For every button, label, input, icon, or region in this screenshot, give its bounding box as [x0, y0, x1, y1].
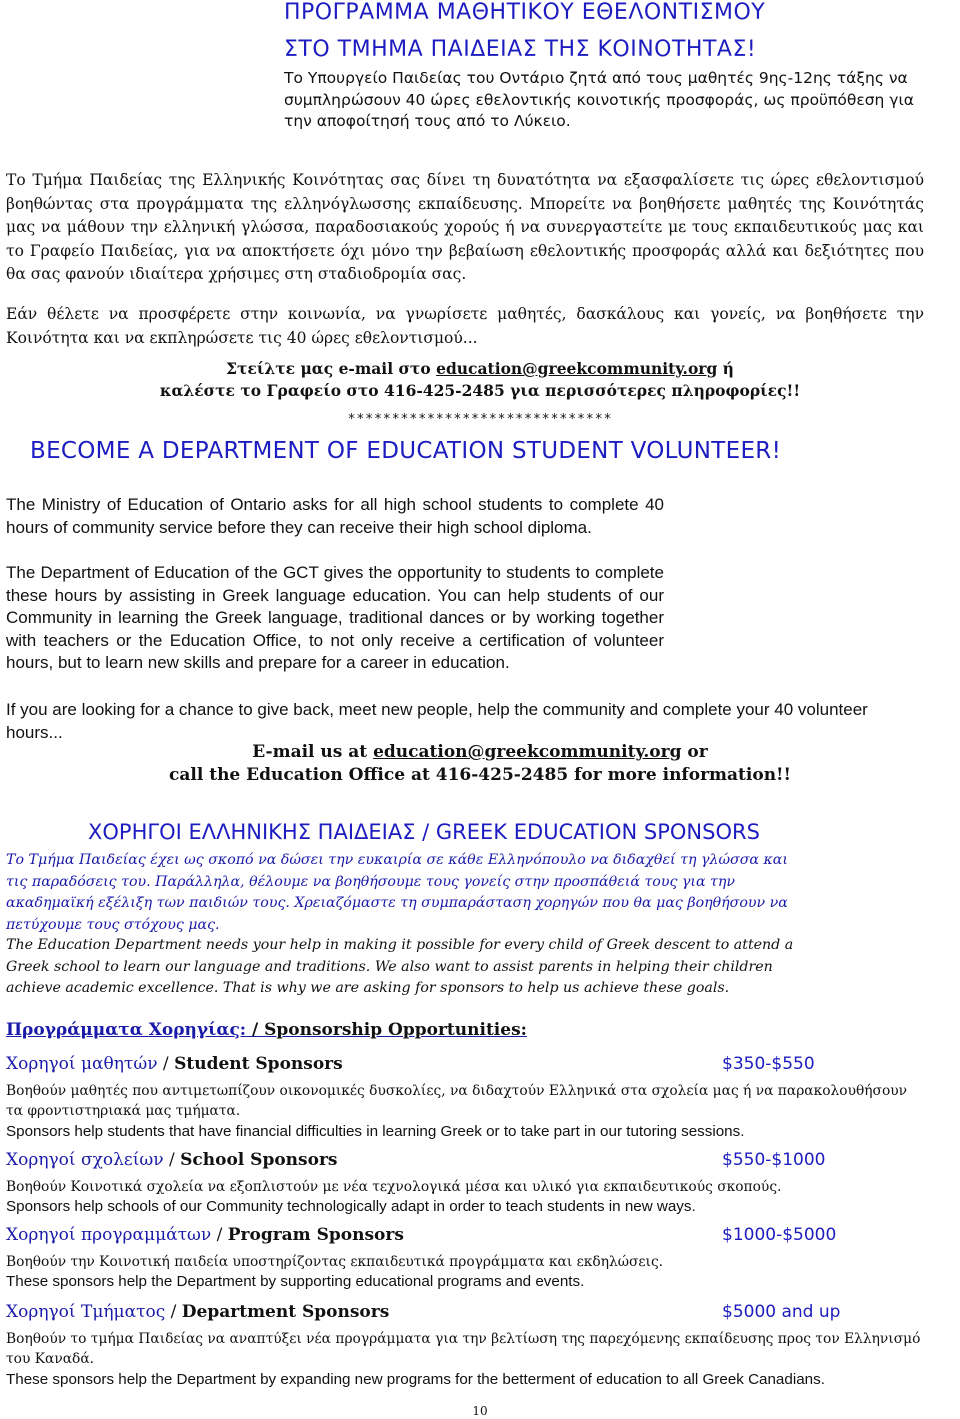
sponsor-tier-department-heading: Χορηγοί Τμήματος / Department Sponsors $5000 and up [6, 1302, 841, 1322]
tier-name-greek: Χορηγοί μαθητών [6, 1054, 158, 1074]
tier-desc-english: These sponsors help the Department by supporting educational programs and events. [6, 1273, 585, 1290]
english-contact-line1 [0, 742, 960, 762]
tier-name-greek: Χορηγοί Τμήματος [6, 1302, 166, 1322]
tier-desc-greek: Βοηθούν το τμήμα Παιδείας να αναπτύξει νέα προγράμματα για την βελτίωση της παρεχόμενης εκπαίδευσης προς τον Ελληνισμό του Καναδά. [6, 1331, 921, 1367]
sponsors-intro-english: The Education Department needs your help in making it possible for every child of Greek descent to attend a Greek school to learn our language and traditions. We also want to assist parents in helping their children achieve academic excellence. That is why we are asking for sponsors to help us achieve these goals. [6, 937, 794, 997]
tier-desc-english: Sponsors help schools of our Community technologically adapt in order to teach students in new ways. [6, 1198, 696, 1215]
tier-price: $1000-$5000 [722, 1225, 837, 1245]
english-contact-line2: call the Education Office at 416-425-2485 for more information!! [169, 765, 791, 785]
tier-price: $550-$1000 [722, 1150, 826, 1170]
tier-name-english: Program Sponsors [227, 1225, 404, 1245]
tier-price: $350-$550 [722, 1054, 815, 1074]
tier-desc-greek: Βοηθούν μαθητές που αντιμετωπίζουν οικονομικές δυσκολίες, να διδαχτούν Ελληνικά στα σχολεία μας ή να παρακολουθήσουν τα φροντιστηριακά μας τμήματα. [6, 1083, 908, 1119]
sponsor-tier-program-heading: Χορηγοί προγραμμάτων / Program Sponsors $1000-$5000 [6, 1225, 837, 1245]
greek-contact-prefix: Στείλτε μας e-mail στο [226, 359, 437, 378]
tier-desc-english: Sponsors help students that have financial difficulties in learning Greek or to take part in our tutoring sessions. [6, 1123, 745, 1140]
english-contact-suffix: or [681, 742, 708, 762]
sponsor-tier-school-heading: Χορηγοί σχολείων / School Sponsors $550-$1000 [6, 1150, 826, 1170]
greek-title-line1: ΠΡΟΓΡΑΜΜΑ ΜΑΘΗΤΙΚΟΥ ΕΘΕΛΟΝΤΙΣΜΟΥ [284, 0, 766, 25]
sponsors-title: ΧΟΡΗΓΟΙ ΕΛΛΗΝΙΚΗΣ ΠΑΙΔΕΙΑΣ / GREEK EDUCATION SPONSORS [88, 820, 760, 844]
greek-intro-paragraph: Το Υπουργείο Παιδείας του Οντάριο ζητά από τους μαθητές 9ης-12ης τάξης να συμπληρώσουν 40 ώρες εθελοντικής κοινοτικής προσφοράς, ως προϋπόθεση για την αποφοίτησή τους από το Λύκειο. [284, 69, 914, 130]
tier-name-english: School Sponsors [180, 1150, 338, 1170]
english-contact-prefix: E-mail us at [252, 742, 374, 762]
english-contact-email-link[interactable]: education@greekcommunity.org [373, 742, 682, 762]
greek-contact-suffix: ή [717, 359, 734, 378]
english-paragraph-2: The Department of Education of the GCT gives the opportunity to students to complete these hours by assisting in Greek language education. You can help students of our Community in learning the Greek language, traditional dances or by working together with teachers or the Education Office, to not only receive a certification of volunteer hours, but to learn new skills and prepare for a career in education. [6, 563, 664, 672]
sponsor-tier-student-heading: Χορηγοί μαθητών / Student Sponsors $350-$550 [6, 1054, 815, 1074]
tier-price: $5000 and up [722, 1302, 841, 1322]
greek-paragraph-2: Εάν θέλετε να προσφέρετε στην κοινωνία, να γνωρίσετε μαθητές, δασκάλους και γονείς, να βοηθήσετε την Κοινότητα και να εκπληρώσετε τις 40 ώρες εθελοντισμού... [6, 305, 924, 347]
english-paragraph-3: If you are looking for a chance to give back, meet new people, help the community and complete your 40 volunteer hours... [6, 700, 868, 742]
section-separator: ****************************** [347, 412, 613, 427]
sponsorship-opportunities-heading [6, 1020, 527, 1040]
greek-contact-line1 [0, 359, 960, 378]
tier-name-english: Student Sponsors [174, 1054, 343, 1074]
sponsors-intro-greek: Το Τμήμα Παιδείας έχει ως σκοπό να δώσει την ευκαιρία σε κάθε Ελληνόπουλο να διδαχθεί τη γλώσσα και τις παραδόσεις του. Παράλληλα, θέλουμε να βοηθήσουμε τους γονείς στην προσπάθειά τους για την ακαδημαϊκή εξέλιξη των παιδιών τους. Χρειαζόμαστε τη συμπαράσταση χορηγών που θα μας βοηθήσουν να πετύχουμε τους στόχους μας. [6, 852, 788, 934]
tier-name-greek: Χορηγοί σχολείων [6, 1150, 164, 1170]
tier-desc-greek: Βοηθούν Κοινοτικά σχολεία να εξοπλιστούν με νέα τεχνολογικά μέσα και υλικό για εκπαιδευτικούς σκοπούς. [6, 1179, 782, 1195]
page-number: 10 [472, 1404, 488, 1418]
greek-contact-line2: καλέστε το Γραφείο στο 416-425-2485 για περισσότερες πληροφορίες!! [159, 381, 801, 400]
opportunities-heading-greek: Προγράμματα Χορηγίας: [6, 1020, 247, 1040]
greek-contact-email-link[interactable]: education@greekcommunity.org [436, 359, 718, 378]
english-title: BECOME A DEPARTMENT OF EDUCATION STUDENT VOLUNTEER! [30, 438, 782, 464]
english-paragraph-1: The Ministry of Education of Ontario asks for all high school students to complete 40 hours of community service before they can receive their high school diploma. [6, 495, 664, 537]
tier-desc-english: These sponsors help the Department by expanding new programs for the betterment of education to all Greek Canadians. [6, 1371, 825, 1388]
opportunities-heading-english: / Sponsorship Opportunities: [246, 1020, 527, 1040]
greek-paragraph-1: Το Τμήμα Παιδείας της Ελληνικής Κοινότητας σας δίνει τη δυνατότητα να εξασφαλίσετε τις ώρες εθελοντισμού βοηθώντας στα προγράμματα της ελληνόγλωσσης εκπαίδευσης. Μπορείτε να βοηθήσετε μαθητές της Κοινότητάς μας να μάθουν την ελληνική γλώσσα, παραδοσιακούς χορούς ή να συνεργαστείτε με τους εκπαιδευτικούς μας και το Γραφείο Παιδείας, για να αποκτήσετε όχι μόνο την βεβαίωση εθελοντικής προσφοράς αλλά και δεξιότητες που θα σας φανούν ιδιαίτερα χρήσιμες στη σταδιοδρομία σας. [6, 171, 924, 284]
tier-name-english: Department Sponsors [181, 1302, 390, 1322]
tier-name-greek: Χορηγοί προγραμμάτων [6, 1225, 212, 1245]
greek-title-line2: ΣΤΟ ΤΜΗΜΑ ΠΑΙΔΕΙΑΣ ΤΗΣ ΚΟΙΝΟΤΗΤΑΣ! [284, 37, 757, 62]
tier-desc-greek: Βοηθούν την Κοινοτική παιδεία υποστηρίζοντας εκπαιδευτικά προγράμματα και εκδηλώσεις. [6, 1254, 664, 1270]
